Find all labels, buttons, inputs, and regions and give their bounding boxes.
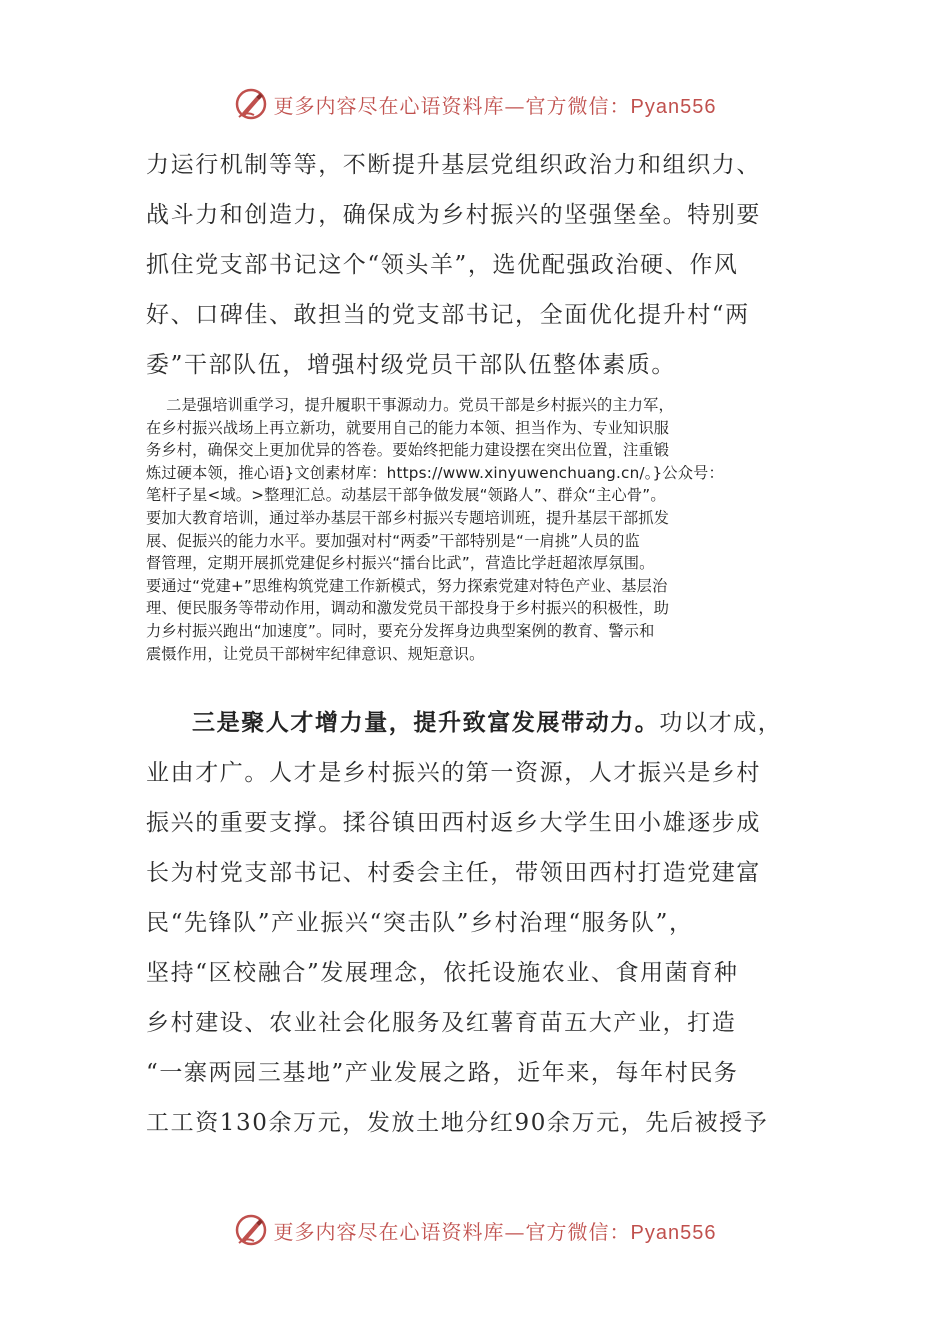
text-line: 要通过“党建+”思维构筑党建工作新模式，努力探索党建对特色产业、基层治 — [146, 576, 668, 595]
paragraph-1 — [146, 140, 810, 390]
text-line: 炼过硬本领，推心语}文创素材库：https://www.xinyuwenchuang.cn/。}公众号： — [146, 463, 724, 482]
text-line: 督管理，定期开展抓党建促乡村振兴“擂台比武”，营造比学赶超浓厚氛围。 — [146, 554, 655, 573]
text-line: 要加大教育培训，通过举办基层干部乡村振兴专题培训班，提升基层干部抓发 — [146, 508, 670, 527]
text-line: 抓住党支部书记这个“领头羊”，选优配强政治硬、作风 — [146, 252, 739, 278]
text-line: 委”干部队伍，增强村级党员干部队伍整体素质。 — [146, 352, 676, 378]
text-line: 理、便民服务等带动作用，调动和激发党员干部投身于乡村振兴的积极性，助 — [146, 599, 670, 618]
text-line: 力乡村振兴跑出“加速度”。同时，要充分发挥身边典型案例的教育、警示和 — [146, 621, 655, 640]
text-line: 民“先锋队”产业振兴“突击队”乡村治理“服务队”， — [146, 910, 694, 936]
wechat-id: Pyan556 — [630, 1221, 717, 1244]
text-line: 震慑作用，让党员干部树牢纪律意识、规矩意识。 — [146, 644, 485, 663]
text-line: 展、促振兴的能力水平。要加强对村“两委”干部特别是“一肩挑”人员的监 — [146, 531, 640, 550]
header-banner-text: 更多内容尽在心语资料库—官方微信：Pyan556 — [273, 93, 717, 118]
footer-banner-text: 更多内容尽在心语资料库—官方微信：Pyan556 — [273, 1219, 717, 1244]
text-line: 工工资130余万元，发放土地分红90余万元，先后被授予 — [146, 1110, 769, 1136]
text-line: 坚持“区校融合”发展理念，依托设施农业、食用菌育种 — [146, 960, 739, 986]
pen-logo-icon — [234, 1213, 268, 1247]
text-line: 乡村建设、农业社会化服务及红薯育苗五大产业，打造 — [146, 1010, 737, 1036]
text-line: 好、口碑佳、敢担当的党支部书记，全面优化提升村“两 — [146, 302, 750, 328]
paragraph-3 — [146, 698, 810, 1148]
text-line: 战斗力和创造力，确保成为乡村振兴的坚强堡垒。特别要 — [146, 202, 761, 228]
wechat-id: Pyan556 — [630, 95, 717, 118]
text-line: “一寨两园三基地”产业发展之路，近年来，每年村民务 — [146, 1060, 739, 1086]
text-line: 在乡村振兴战场上再立新功，就要用自己的能力本领、担当作为、专业知识服 — [146, 418, 670, 437]
text-line: 长为村党支部书记、村委会主任，带领田西村打造党建富 — [146, 860, 761, 886]
section-heading: 三是聚人才增力量，提升致富发展带动力。 — [192, 709, 660, 736]
text-line: 三是聚人才增力量，提升致富发展带动力。功以才成， — [192, 709, 783, 736]
text-line: 二是强培训重学习，提升履职干事源动力。党员干部是乡村振兴的主力军， — [146, 396, 674, 414]
pen-logo-icon — [234, 87, 268, 121]
text-line: 力运行机制等等，不断提升基层党组织政治力和组织力、 — [146, 152, 761, 178]
paragraph-2 — [146, 394, 816, 665]
text-line: 振兴的重要支撑。揉谷镇田西村返乡大学生田小雄逐步成 — [146, 810, 761, 836]
footer-banner — [0, 1212, 950, 1248]
text-line: 务乡村，确保交上更加优异的答卷。要始终把能力建设摆在突出位置，注重锻 — [146, 441, 670, 460]
text-line: 笔杆子星<域。>整理汇总。动基层干部争做发展“领路人”、群众“主心骨”。 — [146, 486, 666, 505]
header-banner — [0, 86, 950, 122]
text-line: 业由才广。人才是乡村振兴的第一资源，人才振兴是乡村 — [146, 760, 761, 786]
